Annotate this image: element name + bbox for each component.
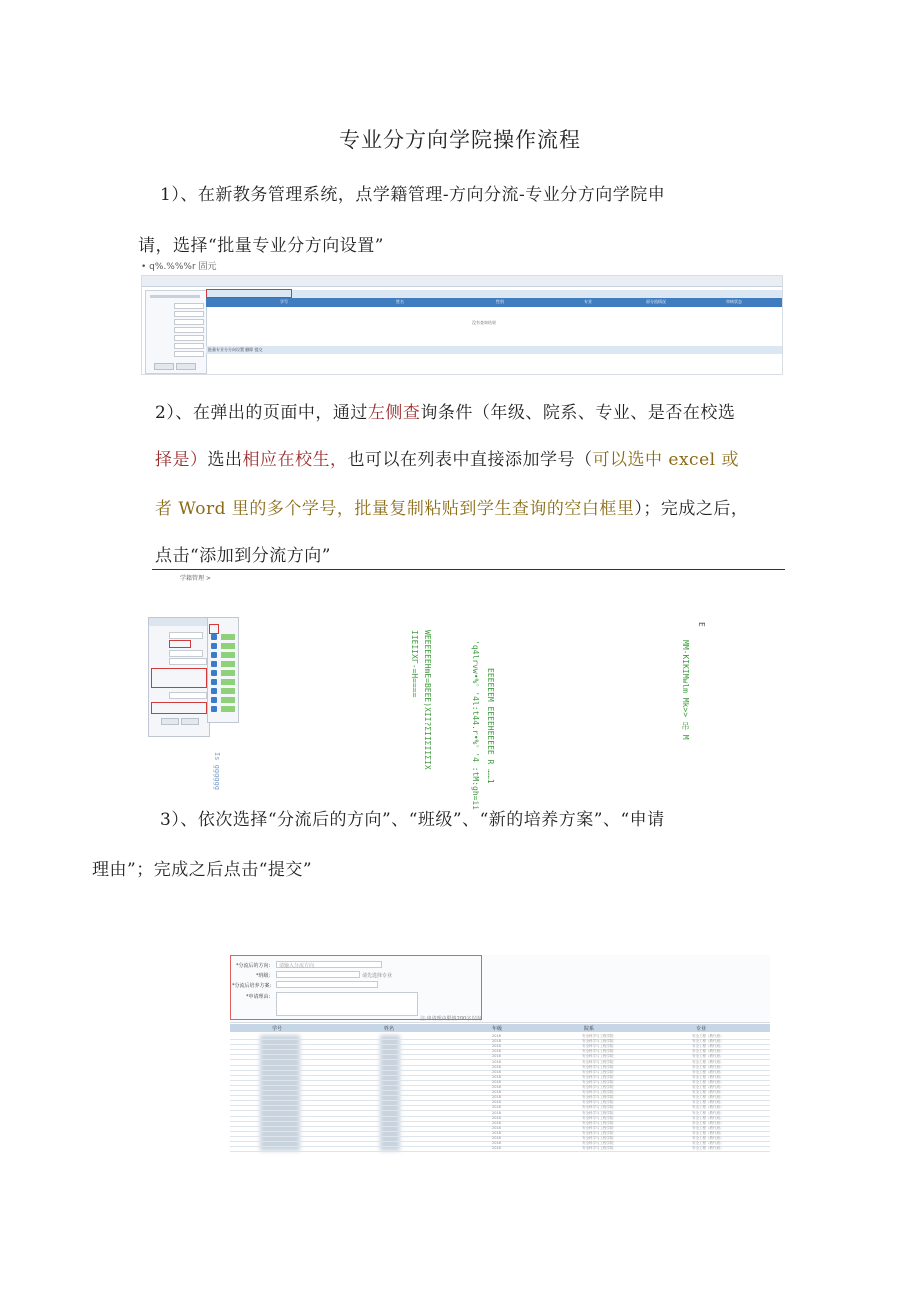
shot2-ocr-5: MM-KIKIMwlm Mk>> 吊 M: [681, 640, 690, 740]
shot3-cell-dept: 安全科学与工程学院: [582, 1120, 614, 1125]
shot3-cell-major: 安全工程（教代班）: [692, 1110, 724, 1115]
shot3-cell-major: 安全工程（教代班）: [692, 1090, 724, 1095]
shot2-ocr-6: E: [697, 622, 706, 627]
shot1-topbar: [142, 276, 782, 287]
step2-text-b: 左侧查: [367, 403, 421, 423]
shot3-cell-grade: 2018: [492, 1054, 501, 1059]
shot1-header-major: 专业: [584, 299, 592, 304]
shot1-header-status: 原分流情况: [646, 299, 666, 304]
shot3-cell-dept: 安全科学与工程学院: [582, 1079, 614, 1084]
shot3-cell-dept: 安全科学与工程学院: [582, 1049, 614, 1054]
shot3-cell-major: 安全工程（教代班）: [692, 1054, 724, 1059]
step2-text-i: 者 Word 里的多个学号，批量复制粘贴到学生查询的空白框里: [155, 499, 635, 519]
shot2-dept-major-highlight: [151, 668, 207, 688]
shot3-cell-grade: 2018: [492, 1039, 501, 1044]
shot3-cell-grade: 2018: [492, 1120, 501, 1125]
shot3-cell-grade: 2018: [492, 1085, 501, 1089]
step2-line1: [155, 398, 735, 423]
shot3-cell-dept: 安全科学与工程学院: [582, 1074, 614, 1079]
shot3-cell-grade: 2018: [492, 1110, 501, 1115]
step2-text-a: 2）、在弹出的页面中，通过: [155, 403, 368, 423]
table-row: [230, 1147, 770, 1152]
shot3-class-hint: 请先选择专业: [362, 973, 393, 979]
shot1-query-panel: [145, 290, 207, 374]
shot3-cell-major: 安全工程（教代班）: [692, 1141, 724, 1146]
shot3-cell-grade: 2018: [492, 1090, 501, 1095]
step2-text-g: 也可以在列表中直接添加学号（: [347, 450, 593, 470]
shot3-label-reason: *申请理由:: [246, 994, 271, 1000]
shot2-inschool-highlight: [151, 702, 207, 714]
shot3-cell-dept: 安全科学与工程学院: [582, 1039, 614, 1044]
shot3-cell-dept: 安全科学与工程学院: [582, 1044, 614, 1049]
shot1-empty-message: 没有查询结果: [472, 320, 496, 325]
shot3-cell-major: 安全工程（教代班）: [692, 1105, 724, 1110]
shot3-cell-dept: 安全科学与工程学院: [582, 1064, 614, 1069]
shot3-cell-grade: 2018: [492, 1064, 501, 1069]
shot1-toolbar-label: 批量专业分方向设置 删除 提交: [208, 347, 263, 352]
shot2-ocr-2: IIEIIXΓ-=H====: [410, 630, 419, 698]
shot1-header-gender: 性别: [496, 299, 504, 304]
shot3-label-direction: *分流后的方向:: [236, 963, 271, 969]
step2-text-c: 询条件（年级、院系、专业、是否在校选: [420, 403, 736, 423]
shot3-cell-dept: 安全科学与工程学院: [582, 1136, 614, 1140]
shot3-cell-dept: 安全科学与工程学院: [582, 1090, 614, 1095]
page-title: 专业分方向学院操作流程: [339, 128, 581, 152]
shot3-table-header: [230, 1024, 770, 1032]
shot2-ocr-7: Is gggggg: [213, 752, 221, 790]
shot3-cell-dept: 安全科学与工程学院: [582, 1146, 614, 1151]
shot3-cell-major: 安全工程（教代班）: [692, 1100, 724, 1105]
shot3-cell-grade: 2018: [492, 1130, 501, 1135]
shot3-cell-dept: 安全科学与工程学院: [582, 1059, 614, 1064]
shot3-cell-grade: 2018: [492, 1141, 501, 1146]
shot2-student-list: [207, 617, 239, 723]
shot3-cell-grade: 2018: [492, 1095, 501, 1100]
shot3-cell-dept: 安全科学与工程学院: [582, 1105, 614, 1110]
screenshot-1: [141, 275, 783, 375]
shot3-header-name: 姓名: [384, 1026, 395, 1032]
shot3-cell-grade: 2018: [492, 1074, 501, 1079]
step2-text-e: 选出: [207, 450, 243, 470]
screenshot-3: [230, 955, 770, 1155]
shot3-cell-major: 安全工程（教代班）: [692, 1136, 724, 1140]
shot3-cell-grade: 2018: [492, 1049, 501, 1054]
shot3-label-class: *班级:: [256, 973, 271, 979]
shot3-header-id: 学号: [272, 1026, 283, 1032]
shot1-toolbar-bottom: [206, 346, 782, 354]
shot3-cell-dept: 安全科学与工程学院: [582, 1125, 614, 1130]
step1-line1: 1）、在新教务管理系统，点学籍管理-方向分流-专业分方向学院申: [160, 185, 666, 205]
step2-line3: [155, 494, 748, 519]
shot3-header-major: 专业: [696, 1026, 707, 1032]
step2-text-j: ）；完成之后，: [634, 499, 749, 519]
shot3-cell-major: 安全工程（教代班）: [692, 1125, 724, 1130]
shot3-cell-major: 安全工程（教代班）: [692, 1059, 724, 1064]
shot2-ocr-4: 'q4lrvw•%。'4l:t44.r•%。'4 :tM:gh=ii: [471, 640, 480, 811]
shot3-cell-dept: 安全科学与工程学院: [582, 1054, 614, 1059]
shot3-cell-major: 安全工程（教代班）: [692, 1064, 724, 1069]
shot3-cell-dept: 安全科学与工程学院: [582, 1100, 614, 1105]
step1-line2: 请，选择“批量专业分方向设置”: [138, 236, 384, 256]
shot3-header-dept: 院系: [584, 1026, 595, 1032]
shot1-header-id: 学号: [280, 299, 288, 304]
shot2-grade-highlight: [169, 640, 191, 648]
shot3-cell-dept: 安全科学与工程学院: [582, 1034, 614, 1038]
shot3-header-grade: 年级: [492, 1026, 503, 1032]
shot3-cell-major: 安全工程（教代班）: [692, 1034, 724, 1038]
shot3-cell-major: 安全工程（教代班）: [692, 1069, 724, 1074]
step3-line2: 理由”；完成之后点击“提交”: [92, 860, 313, 880]
shot1-header-name: 姓名: [396, 299, 404, 304]
step3-line1: 3）、依次选择“分流后的方向”、“班级”、“新的培养方案”、“申请: [160, 810, 665, 830]
shot1-caption: • q%.%%%r 固元: [141, 262, 217, 272]
shot3-cell-major: 安全工程（教代班）: [692, 1079, 724, 1084]
shot3-direction-value: 请输入分流方向: [279, 963, 315, 969]
shot3-label-plan: *分流后培养方案:: [232, 983, 272, 989]
shot3-cell-grade: 2018: [492, 1146, 501, 1151]
shot3-cell-major: 安全工程（教代班）: [692, 1146, 724, 1151]
shot1-batch-setting-highlight: [206, 289, 292, 298]
step2-line2: [155, 445, 739, 470]
shot3-cell-major: 安全工程（教代班）: [692, 1044, 724, 1049]
step2-line4: 点击“添加到分流方向”: [155, 546, 331, 566]
shot3-cell-major: 安全工程（教代班）: [692, 1039, 724, 1044]
shot3-cell-dept: 安全科学与工程学院: [582, 1130, 614, 1135]
shot3-cell-major: 安全工程（教代班）: [692, 1120, 724, 1125]
shot3-cell-grade: 2018: [492, 1034, 501, 1038]
divider: [152, 569, 785, 570]
shot2-breadcrumb: 学籍管理 >: [180, 575, 211, 582]
shot3-cell-dept: 安全科学与工程学院: [582, 1095, 614, 1100]
shot3-cell-grade: 2018: [492, 1125, 501, 1130]
shot1-toolbar: [206, 290, 782, 298]
shot3-cell-grade: 2018: [492, 1044, 501, 1049]
shot3-cell-grade: 2018: [492, 1059, 501, 1064]
shot3-cell-dept: 安全科学与工程学院: [582, 1069, 614, 1074]
step2-text-f: 相应在校生，: [242, 450, 348, 470]
shot3-cell-major: 安全工程（教代班）: [692, 1095, 724, 1100]
shot3-cell-major: 安全工程（教代班）: [692, 1049, 724, 1054]
shot1-header-audit: 审核状态: [726, 299, 742, 304]
shot3-cell-dept: 安全科学与工程学院: [582, 1110, 614, 1115]
shot3-cell-grade: 2018: [492, 1136, 501, 1140]
shot2-select-all-highlight: [209, 624, 219, 634]
shot3-cell-grade: 2018: [492, 1100, 501, 1105]
shot3-cell-major: 安全工程（教代班）: [692, 1130, 724, 1135]
shot3-cell-major: 安全工程（教代班）: [692, 1085, 724, 1089]
shot3-form-highlight: [230, 955, 482, 1020]
shot2-query-panel: [148, 617, 210, 737]
shot3-cell-dept: 安全科学与工程学院: [582, 1085, 614, 1089]
shot3-cell-dept: 安全科学与工程学院: [582, 1115, 614, 1120]
shot3-cell-dept: 安全科学与工程学院: [582, 1141, 614, 1146]
shot3-cell-grade: 2018: [492, 1105, 501, 1110]
shot3-cell-grade: 2018: [492, 1115, 501, 1120]
shot1-table-header: [206, 298, 782, 307]
shot3-cell-grade: 2018: [492, 1079, 501, 1084]
shot3-cell-major: 安全工程（教代班）: [692, 1115, 724, 1120]
shot3-cell-grade: 2018: [492, 1069, 501, 1074]
shot3-note: 注:申请理由限填200字以内: [420, 1016, 482, 1022]
shot3-form: [230, 955, 770, 1023]
step2-text-h: 可以选中 excel 或: [592, 450, 739, 470]
shot2-ocr-1: WEEEEEEHmE=BEEE)XII?ΣIIΣIIΣIX: [423, 630, 432, 770]
shot2-ocr-3: EEEEEEM EEEEHEEEEE R ……1: [486, 668, 495, 784]
shot3-cell-major: 安全工程（教代班）: [692, 1074, 724, 1079]
step2-text-d: 择是）: [155, 450, 208, 470]
